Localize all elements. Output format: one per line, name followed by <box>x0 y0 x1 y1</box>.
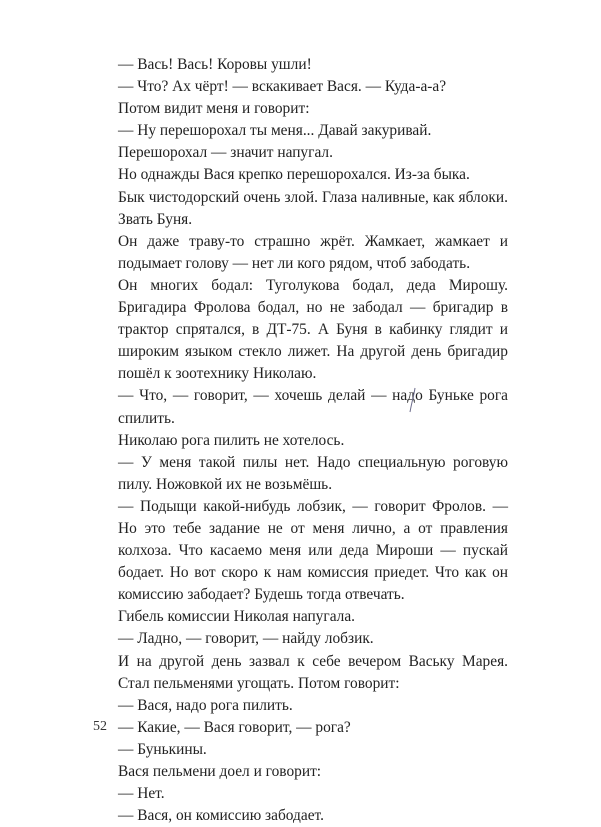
paragraph: Бык чистодорский очень злой. Глаза наливные, как яблоки. Звать Буня. <box>118 188 508 228</box>
paragraph: — Какие, — Вася говорит, — рога? <box>118 718 351 736</box>
paragraph: Гибель комиссии Николая напугала. <box>118 608 356 626</box>
paragraph: — Вася, он комиссию забодает. <box>118 807 324 825</box>
paragraph: Вася пельмени доел и говорит: <box>118 763 322 780</box>
paragraph: Но однажды Вася крепко перешорохался. Из-за быка. <box>118 166 470 184</box>
paragraph: Перешорохал — значит напугал. <box>118 144 333 162</box>
page-number: 52 <box>93 719 107 734</box>
paragraph: Потом видит меня и говорит: <box>118 100 310 118</box>
paragraph: — Подыщи какой-нибудь лобзик, — говорит Фролов. — Но это тебе задание не от меня лично, а от правления колхоза. Что касаемо меня или деда Мироши — пускай бодает. Но вот скоро к нам комиссия приедет. Что как он комиссию забодает? Будешь тогда отвечать. <box>118 497 508 604</box>
paragraph: Он многих бодал: Туголукова бодал, деда Мирошу. Бригадира Фролова бодал, но не забодал — бригадир в трактор спрятался, в ДТ-75. А Буня в кабинку глядит и широким языком стекло лижет. На другой день бригадир пошёл к зоотехнику Николаю. <box>118 276 508 383</box>
paragraph: — Вася, надо рога пилить. <box>118 696 293 714</box>
pen-mark-icon <box>406 387 420 413</box>
paragraph: — Что, — говорит, — хочешь делай — надо Буньке рога спилить. <box>118 387 508 427</box>
paragraph: — Нет. <box>118 785 165 803</box>
text-column <box>118 54 508 827</box>
paragraph: — Вась! Вась! Коровы ушли! <box>118 56 312 73</box>
paragraph: — Ладно, — говорит, — найду лобзик. <box>118 630 374 648</box>
paragraph: — Ну перешорохал ты меня... Давай закуривай. <box>118 122 432 140</box>
paragraph: — Бунькины. <box>118 740 207 758</box>
paragraph: — У меня такой пилы нет. Надо специальную роговую пилу. Ножовкой их не возьмёшь. <box>118 453 508 493</box>
paragraph: — Что? Ах чёрт! — вскакивает Вася. — Куда-а-а? <box>118 78 447 96</box>
paragraph: Николаю рога пилить не хотелось. <box>118 431 345 449</box>
paragraph: И на другой день зазвал к себе вечером Ваську Марея. Стал пельменями угощать. Потом говорит: <box>118 652 508 692</box>
paragraph: Он даже траву-то страшно жрёт. Жамкает, жамкает и подымает голову — нет ли кого рядом, чтоб забодать. <box>118 232 508 272</box>
